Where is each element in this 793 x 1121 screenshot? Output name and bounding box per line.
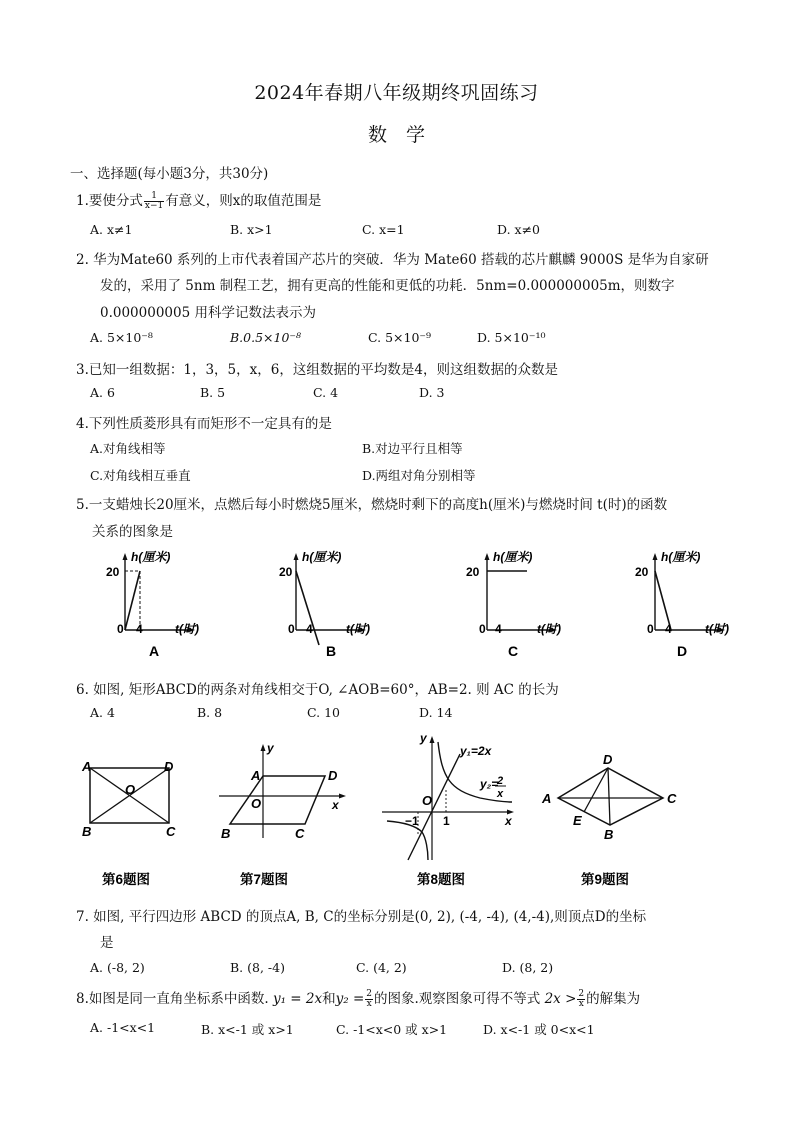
origin-label: 0 <box>479 622 486 636</box>
q6-option-b[interactable]: B. 8 <box>197 705 223 720</box>
x-tick: 4 <box>495 622 502 636</box>
label-a: A <box>542 791 552 806</box>
label-o: O <box>422 793 433 808</box>
q2-option-a[interactable]: A. 5×10⁻⁸ <box>90 330 153 345</box>
q5-graph-c[interactable] <box>466 550 561 659</box>
q8-stem-mid: 的图象.观察图象可得不等式 <box>374 991 545 1007</box>
y-arrow <box>123 553 128 560</box>
question-3: 3.已知一组数据：1，3，5，x，6，这组数据的平均数是4，则这组数据的众数是 <box>76 362 558 378</box>
x-label: t(时) <box>346 622 370 636</box>
q4-option-d[interactable]: D.两组对角分别相等 <box>362 468 476 483</box>
y-tick: 20 <box>106 565 120 579</box>
q3-option-d[interactable]: D. 3 <box>419 385 445 400</box>
q6-option-d[interactable]: D. 14 <box>419 705 453 720</box>
label-y2-num: 2 <box>497 775 504 787</box>
caption-fig8: 第8题图 <box>417 872 466 887</box>
graph-letter: C <box>508 643 519 659</box>
q8-frac2-num: 2 <box>578 989 585 999</box>
y-arrow <box>261 744 266 751</box>
label-y2-den: x <box>497 788 504 800</box>
figure-6 <box>81 759 176 887</box>
q2-option-d[interactable]: D. 5×10⁻¹⁰ <box>477 330 546 345</box>
line-y1 <box>408 754 460 860</box>
q3-option-c[interactable]: C. 4 <box>313 385 339 400</box>
label-c: C <box>166 824 176 839</box>
label-y2: y₂= <box>480 777 499 791</box>
q8-option-a[interactable]: A. -1<x<1 <box>90 1020 156 1035</box>
q2-line-1: 2. 华为Mate60 系列的上市代表着国产芯片的突破．华为 Mate60 搭载的芯片麒麟 9000S 是华为自家研 <box>76 252 709 268</box>
y-arrow <box>294 553 299 560</box>
label-y1: y₁=2x <box>460 744 492 758</box>
q2-line-3: 0.000000005 用科学记数法表示为 <box>100 305 316 321</box>
question-4: 4.下列性质菱形具有而矩形不一定具有的是 <box>76 416 332 432</box>
q5-graph-a[interactable] <box>106 550 199 659</box>
q6-option-a[interactable]: A. 4 <box>90 705 115 720</box>
graph-letter: A <box>149 643 160 659</box>
q2-option-c[interactable]: C. 5×10⁻⁹ <box>368 330 432 345</box>
subject-title: 数 学 <box>367 124 425 146</box>
label-b: B <box>604 827 614 842</box>
y-tick: 20 <box>635 565 649 579</box>
q1-frac-den: x−1 <box>144 201 164 211</box>
caption-fig6: 第6题图 <box>102 872 151 887</box>
q8-fraction-2 <box>577 990 585 1009</box>
q1-stem-post: 有意义，则x的取值范围是 <box>165 193 322 209</box>
label-o: O <box>251 796 262 811</box>
origin-label: 0 <box>288 622 295 636</box>
question-8 <box>76 987 640 1009</box>
q8-frac-num: 2 <box>366 989 372 999</box>
q8-stem-pre: 8.如图是同一直角坐标系中函数. <box>76 991 273 1007</box>
figure-9 <box>541 752 677 887</box>
axis-y-label: y <box>420 731 427 745</box>
q8-option-d[interactable]: D. x<-1 或 0<x<1 <box>483 1022 595 1037</box>
q7-option-a[interactable]: A. (-8, 2) <box>90 960 145 975</box>
axis-x-label: x <box>332 798 339 812</box>
y-arrow <box>430 736 435 743</box>
q7-line-1: 7. 如图, 平行四边形 ABCD 的顶点A, B, C的坐标分别是(0, 2), (-4, -4), (4,-4),则顶点D的坐标 <box>76 909 647 925</box>
figure-8 <box>382 731 514 887</box>
q8-stem-post: 的解集为 <box>586 991 641 1007</box>
label-e: E <box>573 813 582 828</box>
q1-fraction <box>144 192 164 211</box>
label-d: D <box>328 768 338 783</box>
x-tick: 4 <box>665 622 672 636</box>
label-d: D <box>603 752 613 767</box>
question-1 <box>76 189 321 211</box>
tick-minus-1: −1 <box>405 814 419 828</box>
y-label: h(厘米) <box>661 550 701 564</box>
x-tick: 4 <box>136 622 143 636</box>
q1-option-c[interactable]: C. x=1 <box>362 222 405 237</box>
q4-option-c[interactable]: C.对角线相互垂直 <box>90 468 191 483</box>
y-tick: 20 <box>466 565 480 579</box>
q8-frac-den: x <box>366 999 372 1009</box>
q8-y1: y₁ = 2x <box>272 991 323 1007</box>
q5-graphs <box>95 545 735 665</box>
label-c: C <box>667 791 677 806</box>
y-label: h(厘米) <box>131 550 171 564</box>
q8-fraction-1 <box>365 990 373 1009</box>
label-o: O <box>125 782 136 797</box>
q3-option-b[interactable]: B. 5 <box>200 385 226 400</box>
x-tick: 4 <box>306 622 313 636</box>
q1-frac-num: 1 <box>144 192 164 202</box>
label-b: B <box>82 824 92 839</box>
x-label: t(时) <box>537 622 561 636</box>
origin-label: 0 <box>647 622 654 636</box>
q1-option-d[interactable]: D. x≠0 <box>497 222 540 237</box>
y-tick: 20 <box>279 565 293 579</box>
y-label: h(厘米) <box>493 550 533 564</box>
caption-fig7: 第7题图 <box>240 872 289 887</box>
question-6: 6. 如图, 矩形ABCD的两条对角线相交于O, ∠AOB=60°，AB=2. 则 AC 的长为 <box>76 682 559 698</box>
paper-title: 2024年春期八年级期终巩固练习 <box>254 82 539 104</box>
q3-option-a[interactable]: A. 6 <box>90 385 115 400</box>
q1-option-b[interactable]: B. x>1 <box>230 222 273 237</box>
section-heading: 一、选择题(每小题3分，共30分) <box>70 166 269 182</box>
x-label: t(时) <box>705 622 729 636</box>
axis-x-label: x <box>505 814 512 828</box>
graph-letter: D <box>677 643 688 659</box>
y-arrow <box>485 553 490 560</box>
q5-line-1: 5.一支蜡烛长20厘米，点燃后每小时燃烧5厘米，燃烧时剩下的高度h(厘米)与燃烧时间 t(时)的函数 <box>76 497 668 513</box>
q8-inequality: 2x > <box>544 991 577 1007</box>
q2-line-2: 发的，采用了 5nm 制程工艺，拥有更高的性能和更低的功耗．5nm=0.000000005m，则数字 <box>100 278 675 294</box>
q7-option-d[interactable]: D. (8, 2) <box>502 960 554 975</box>
label-a: A <box>251 768 261 783</box>
parallelogram-abcd <box>230 776 325 824</box>
figures-row <box>70 728 720 893</box>
q8-option-b[interactable]: B. x<-1 或 x>1 <box>201 1022 294 1037</box>
label-c: C <box>295 826 305 841</box>
graph-letter: B <box>326 643 337 659</box>
label-a: A <box>82 759 92 774</box>
q8-y2: y₂ = <box>335 991 365 1007</box>
q6-option-c[interactable]: C. 10 <box>307 705 340 720</box>
label-b: B <box>221 826 231 841</box>
q1-option-a[interactable]: A. x≠1 <box>90 222 133 237</box>
q5-graph-d[interactable] <box>635 550 729 659</box>
q8-and: 和 <box>322 991 336 1007</box>
diagonal-bd <box>608 768 610 825</box>
q4-option-b[interactable]: B.对边平行且相等 <box>362 441 463 456</box>
q2-option-b[interactable]: B.0.5×10⁻⁸ <box>230 330 302 345</box>
tick-1: 1 <box>443 814 450 828</box>
label-d: D <box>164 759 174 774</box>
q7-line-2: 是 <box>100 935 114 951</box>
q4-option-a[interactable]: A.对角线相等 <box>90 441 166 456</box>
q1-stem-pre: 1.要使分式 <box>76 193 143 209</box>
q5-graph-b[interactable] <box>279 550 370 659</box>
x-label: t(时) <box>175 622 199 636</box>
caption-fig9: 第9题图 <box>581 872 630 887</box>
y-arrow <box>653 553 658 560</box>
q5-line-2: 关系的图象是 <box>92 524 173 540</box>
figure-7 <box>219 741 346 887</box>
axis-y-label: y <box>267 741 274 755</box>
q8-option-c[interactable]: C. -1<x<0 或 x>1 <box>336 1022 448 1037</box>
x-arrow <box>339 794 346 799</box>
y-label: h(厘米) <box>302 550 342 564</box>
origin-label: 0 <box>117 622 124 636</box>
q7-option-b[interactable]: B. (8, -4) <box>230 960 285 975</box>
q7-option-c[interactable]: C. (4, 2) <box>356 960 407 975</box>
q8-frac2-den: x <box>578 999 584 1009</box>
